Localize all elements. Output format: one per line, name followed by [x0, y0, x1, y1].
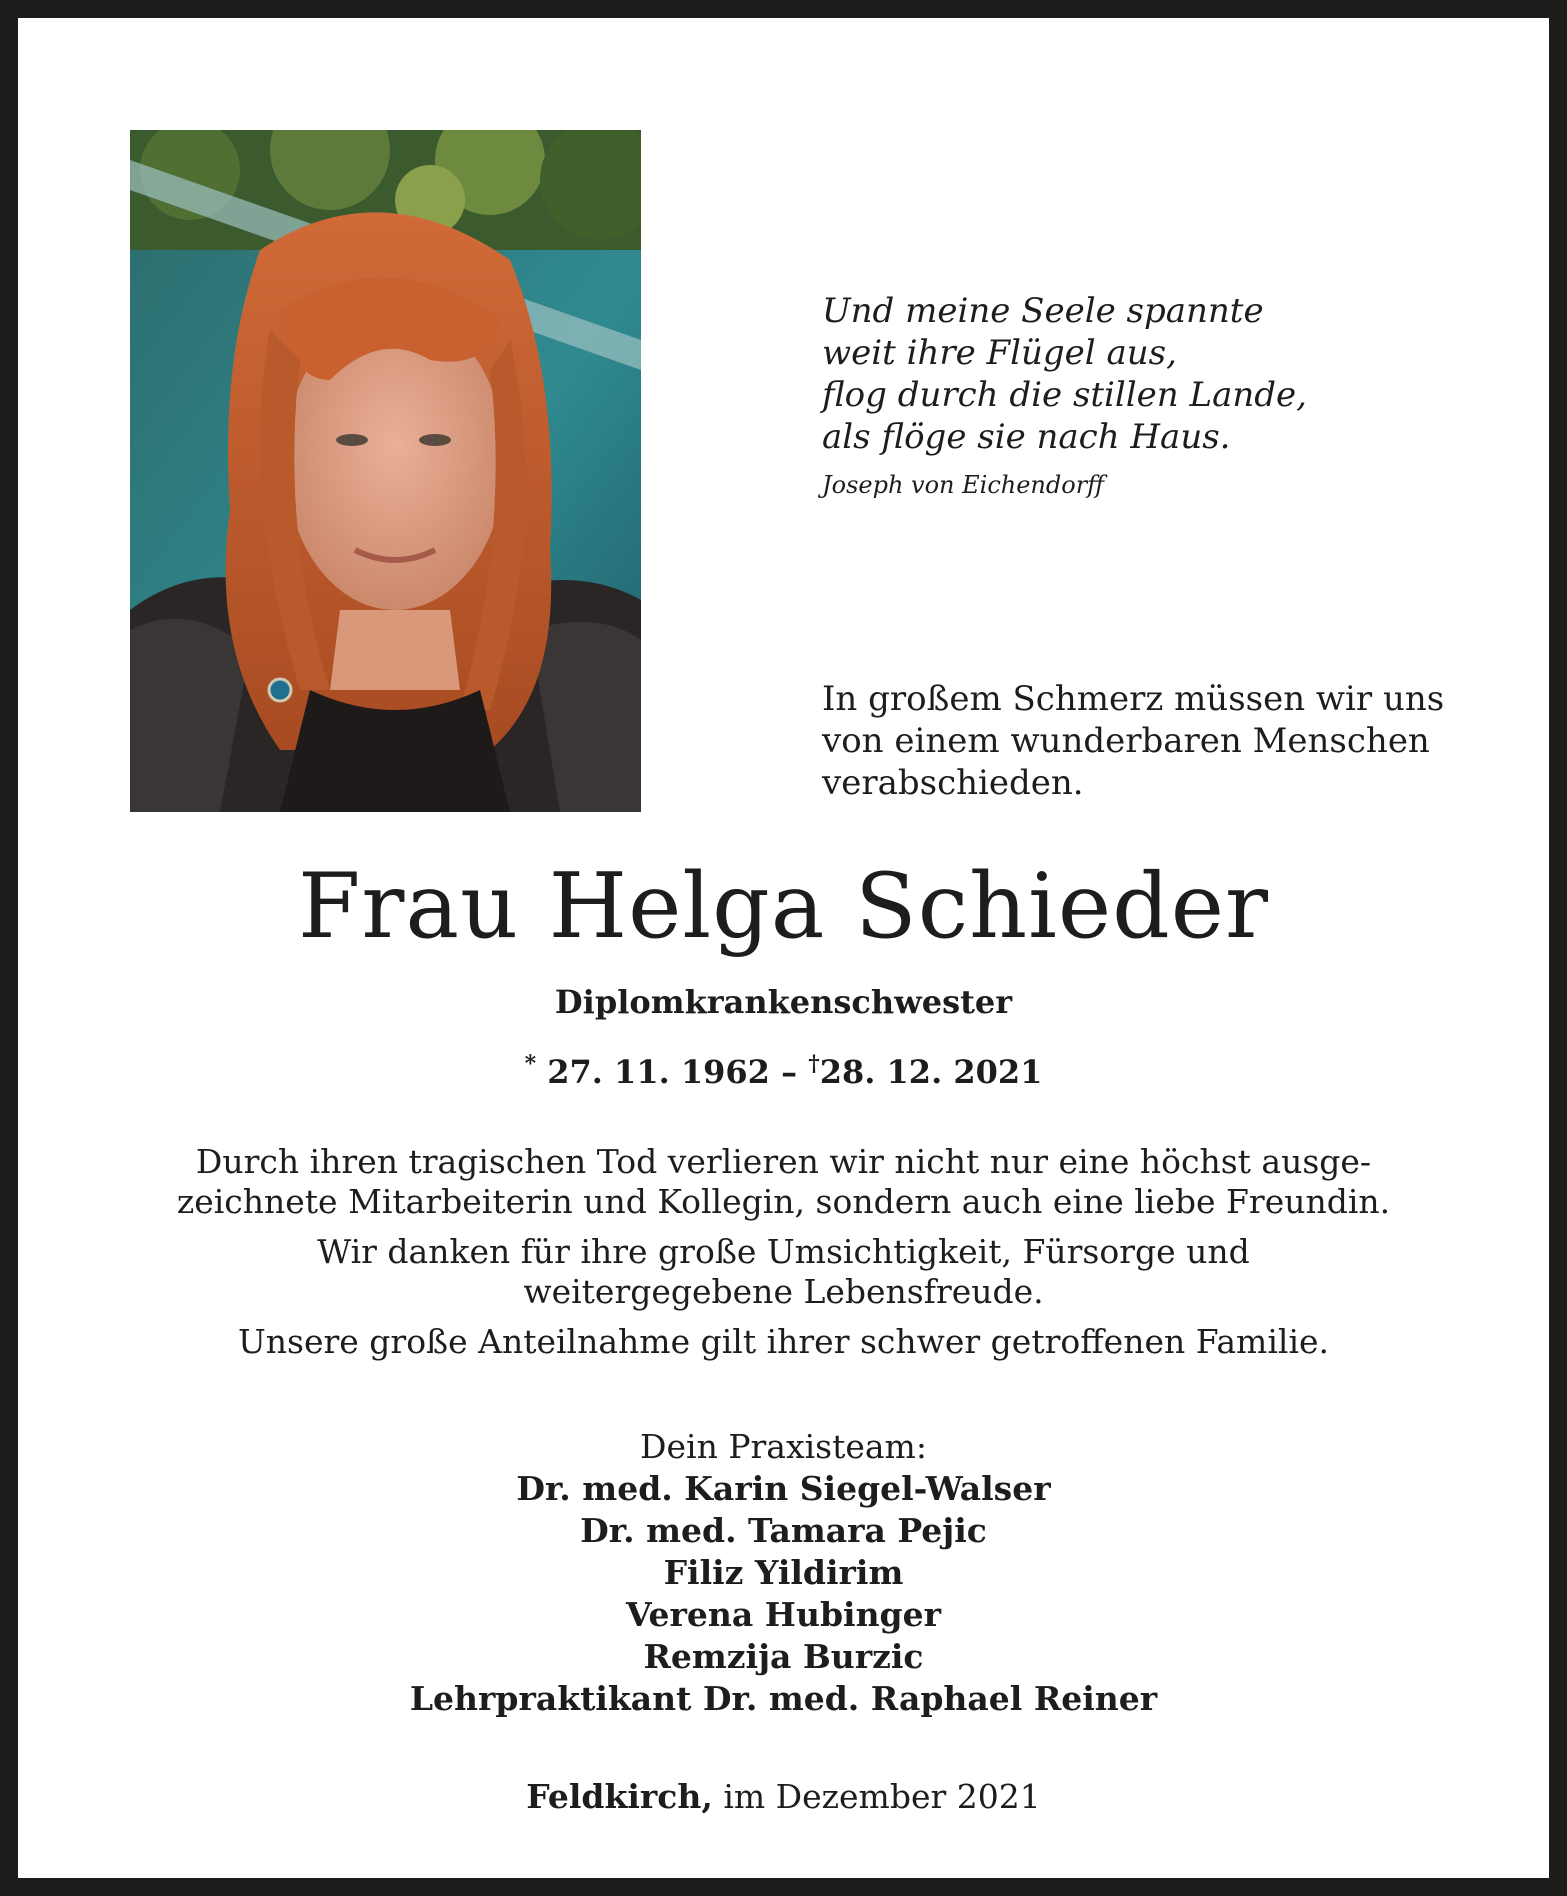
team-member: Lehrpraktikant Dr. med. Raphael Reiner — [409, 1679, 1158, 1718]
place-name: Feldkirch, — [526, 1777, 713, 1816]
team-member: Dr. med. Karin Siegel-Walser — [516, 1469, 1051, 1508]
team-label: Dein Praxisteam: — [640, 1427, 927, 1466]
poem-line: weit ihre Flügel aus, — [822, 333, 1177, 373]
team-list — [18, 1426, 1549, 1720]
message-line: weitergegebene Lebensfreude. — [523, 1272, 1044, 1311]
message-line: Durch ihren tragischen Tod verlieren wir nicht nur eine höchst ausge- — [195, 1142, 1372, 1181]
deceased-name: Frau Helga Schieder — [297, 854, 1270, 959]
message-paragraph — [18, 1232, 1549, 1312]
death-symbol: † — [808, 1051, 820, 1077]
condolence-message — [18, 1142, 1549, 1372]
birth-date: 27. 11. 1962 — [547, 1053, 770, 1091]
portrait-photo — [130, 130, 641, 812]
poem — [822, 290, 1307, 500]
team-member: Verena Hubinger — [625, 1595, 942, 1634]
message-paragraph — [18, 1322, 1549, 1362]
death-date: 28. 12. 2021 — [819, 1053, 1043, 1091]
date-text: im Dezember 2021 — [712, 1777, 1041, 1816]
team-member: Filiz Yildirim — [663, 1553, 904, 1592]
intro-text — [822, 678, 1444, 804]
intro-line: verabschieden. — [822, 763, 1084, 803]
message-line: zeichnete Mitarbeiterin und Kollegin, sondern auch eine liebe Freundin. — [176, 1182, 1391, 1221]
message-paragraph — [18, 1142, 1549, 1222]
message-line: Unsere große Anteilnahme gilt ihrer schwer getroffenen Familie. — [237, 1322, 1330, 1361]
date-separator: – — [781, 1053, 798, 1091]
intro-line: von einem wunderbaren Menschen — [822, 721, 1430, 761]
message-line: Wir danken für ihre große Umsichtigkeit, Fürsorge und — [317, 1232, 1250, 1271]
poem-author: Joseph von Eichendorff — [822, 471, 1105, 499]
poem-line: flog durch die stillen Lande, — [822, 375, 1307, 415]
life-dates — [18, 1050, 1549, 1094]
place-date — [18, 1776, 1549, 1818]
intro-line: In großem Schmerz müssen wir uns — [822, 679, 1445, 719]
birth-symbol: * — [524, 1051, 537, 1077]
deceased-profession: Diplomkrankenschwester — [554, 983, 1013, 1021]
team-member: Dr. med. Tamara Pejic — [580, 1511, 987, 1550]
team-member: Remzija Burzic — [643, 1637, 924, 1676]
poem-line: als flöge sie nach Haus. — [822, 417, 1231, 457]
portrait-image — [130, 130, 641, 812]
poem-line: Und meine Seele spannte — [822, 291, 1264, 331]
